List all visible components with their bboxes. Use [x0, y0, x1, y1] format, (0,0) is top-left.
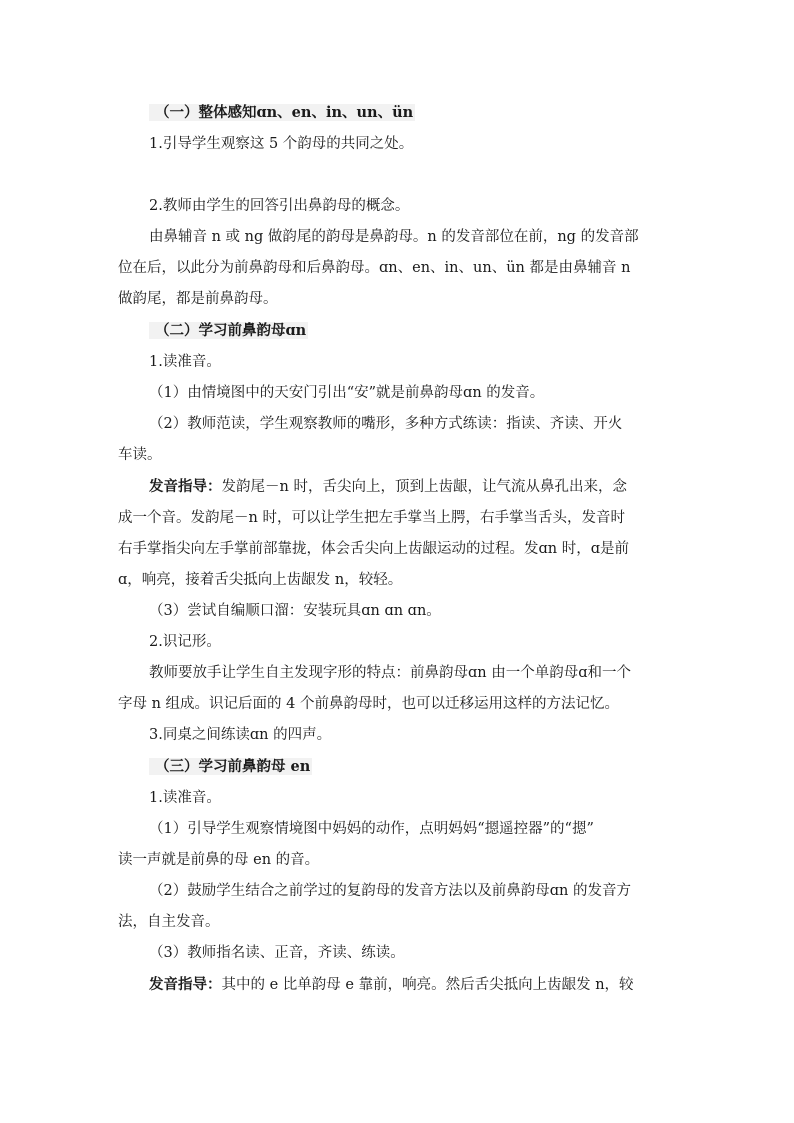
paragraph-continuation: ɑ，响亮，接着舌尖抵向上齿龈发 n，较轻。 — [118, 572, 403, 588]
pronunciation-guide: 发音指导：其中的 e 比单韵母 e 靠前，响亮。然后舌尖抵向上齿龈发 n，较 — [149, 976, 634, 993]
paragraph-continuation: 右手掌指尖向左手掌前部靠拢，体会舌尖向上齿龈运动的过程。发ɑn 时，ɑ是前 — [118, 541, 630, 557]
pronunciation-guide: 发音指导：发韵尾－n 时，舌尖向上，顶到上齿龈，让气流从鼻孔出来，念 — [149, 478, 627, 495]
guide-label: 发音指导： — [149, 976, 222, 993]
paragraph-continuation: 法，自主发音。 — [118, 914, 220, 930]
paragraph: 1.读准音。 — [149, 354, 221, 370]
paragraph-continuation: 车读。 — [118, 447, 162, 463]
paragraph: （3）尝试自编顺口溜：安装玩具ɑn ɑn ɑn。 — [149, 603, 441, 619]
paragraph-continuation: 位在后，以此分为前鼻韵母和后鼻韵母。ɑn、en、in、un、ün 都是由鼻辅音 n — [118, 260, 631, 276]
paragraph: 教师要放手让学生自主发现字形的特点：前鼻韵母ɑn 由一个单韵母ɑ和一个 — [149, 665, 632, 681]
paragraph-continuation: 读一声就是前鼻的母 en 的音。 — [118, 852, 320, 868]
paragraph: 1.读准音。 — [149, 790, 221, 806]
paragraph-continuation: 成一个音。发韵尾－n 时，可以让学生把左手掌当上腭，右手掌当舌头，发音时 — [118, 510, 625, 526]
paragraph: （1）引导学生观察情境图中妈妈的动作，点明妈妈“摁遥控器”的“摁” — [149, 821, 594, 837]
section-heading-1: （一）整体感知ɑn、en、in、un、ün — [118, 97, 676, 129]
paragraph-continuation: 做韵尾，都是前鼻韵母。 — [118, 291, 278, 307]
paragraph: 由鼻辅音 n 或 ng 做韵尾的韵母是鼻韵母。n 的发音部位在前，ng 的发音部 — [149, 229, 639, 245]
paragraph-continuation: 字母 n 组成。识记后面的 4 个前鼻韵母时，也可以迁移运用这样的方法记忆。 — [118, 696, 619, 712]
paragraph: （1）由情境图中的天安门引出“安”就是前鼻韵母ɑn 的发音。 — [149, 385, 545, 401]
section-heading-2: （二）学习前鼻韵母ɑn — [118, 315, 676, 347]
paragraph: （3）教师指名读、正音，齐读、练读。 — [149, 945, 405, 961]
paragraph: 1.引导学生观察这 5 个韵母的共同之处。 — [149, 136, 414, 152]
section-heading-3: （三）学习前鼻韵母 en — [118, 751, 676, 783]
paragraph: （2）教师范读，学生观察教师的嘴形，多种方式练读：指读、齐读、开火 — [149, 416, 623, 432]
blank-line — [118, 160, 676, 191]
guide-label: 发音指导： — [149, 478, 222, 495]
paragraph: 2.识记形。 — [149, 634, 221, 650]
paragraph: （2）鼓励学生结合之前学过的复韵母的发音方法以及前鼻韵母ɑn 的发音方 — [149, 883, 631, 899]
document-body — [118, 97, 676, 1001]
paragraph: 2.教师由学生的回答引出鼻韵母的概念。 — [149, 198, 410, 214]
paragraph: 3.同桌之间练读ɑn 的四声。 — [149, 727, 332, 743]
